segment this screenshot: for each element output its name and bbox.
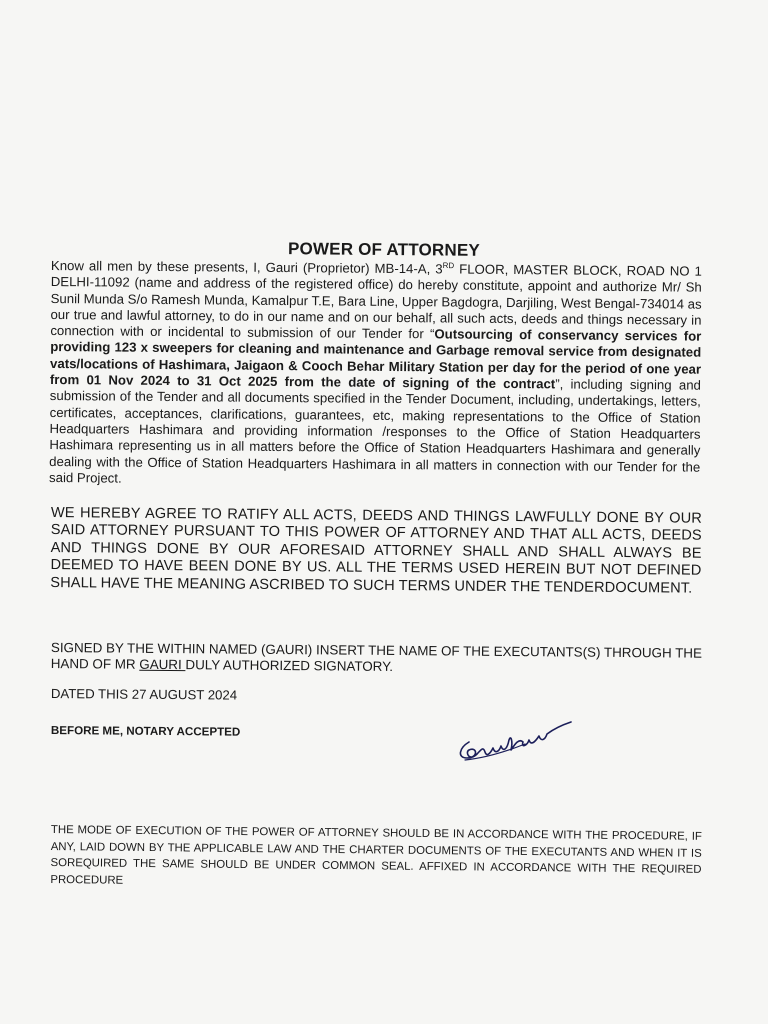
execution-footnote: THE MODE OF EXECUTION OF THE POWER OF ATTORNEY SHOULD BE IN ACCORDANCE WITH THE PROCEDURE, IF ANY, LAID DOWN BY THE APPLICABLE LAW AND THE CHARTER DOCUMENTS OF THE EXECUTANTS AND WHEN IT IS SOREQUIRED THE SAME SHOULD BE UNDER COMMON SEAL. AFFIXED IN ACCORDANCE WITH THE REQUIRED PROCEDURE xyxy=(50,823,702,887)
ratification-paragraph: WE HEREBY AGREE TO RATIFY ALL ACTS, DEEDS AND THINGS LAWFULLY DONE BY OUR SAID ATTORNEY PURSUANT TO THIS POWER OF ATTORNEY AND THAT ALL ACTS, DEEDS AND THINGS DONE BY OUR AFORESAID ATTORNEY SHALL AND SHALL ALWAYS BE DEEMED TO HAVE BEEN DONE BY US. ALL THE TERMS USED HEREIN BUT NOT DEFINED SHALL HAVE THE MEANING ASCRIBED TO SUCH TERMS UNDER THE TENDERDOCUMENT. xyxy=(50,505,702,597)
body-text-3: ”, including signing and submission of the Tender and all documents specified in the Tender Document, including, undertakings, letters, certificates, acceptances, clarifications, guarantees, etc, making representations to the Office of Station Headquarters Hashimara and providing information /responses to the Office of Station Headquarters Hashimara representing us in all matters before the Office of Station Headquarters Hashimara and generally dealing with the Office of Station Headquarters Hashimara in all matters in connection with our Tender for the said Project. xyxy=(49,376,701,486)
attorney-body-paragraph xyxy=(49,258,702,492)
tender-title-bold: Outsourcing of conservancy services for providing 123 x sweepers for cleaning and maintenance and Garbage removal service from designated vats/locations of Hashimara, Jaigaon & Cooch Behar Military Station per day for the period of one year from 01 Nov 2024 to 31 Oct 2025 from the date of signing of the contract xyxy=(49,326,702,392)
date-line: DATED THIS 27 AUGUST 2024 xyxy=(50,686,238,703)
notary-line: BEFORE ME, NOTARY ACCEPTED xyxy=(50,723,241,739)
signatory-name: GAURI xyxy=(139,656,186,673)
signed-statement xyxy=(51,640,702,678)
document-title: POWER OF ATTORNEY xyxy=(287,239,481,260)
body-text-1: Know all men by these presents, I, Gauri (Proprietor) MB-14-A, 3 xyxy=(50,258,443,277)
floor-superscript: RD xyxy=(442,261,455,271)
handwritten-signature xyxy=(455,712,575,772)
signed-text-2: DULY AUTHORIZED SIGNATORY. xyxy=(185,657,394,674)
body-text-2: FLOOR, MASTER BLOCK, ROAD NO 1 DELHI-11092 (name and address of the registered office) do hereby constitute, appoint and authorize Mr/ Sh Sunil Munda S/o Ramesh Munda, Kamalpur T.E, Bara Line, Upper Bagdogra, Darjiling, West Bengal-734014 as our true and lawful attorney, to do in our name and on our behalf, all such acts, deeds and things necessary in connection with or incidental to submission of our Tender for “ xyxy=(50,261,702,342)
signed-text-1: SIGNED BY THE WITHIN NAMED (GAURI) INSERT THE NAME OF THE EXECUTANTS(S) THROUGH THE HAND OF MR xyxy=(50,640,702,672)
